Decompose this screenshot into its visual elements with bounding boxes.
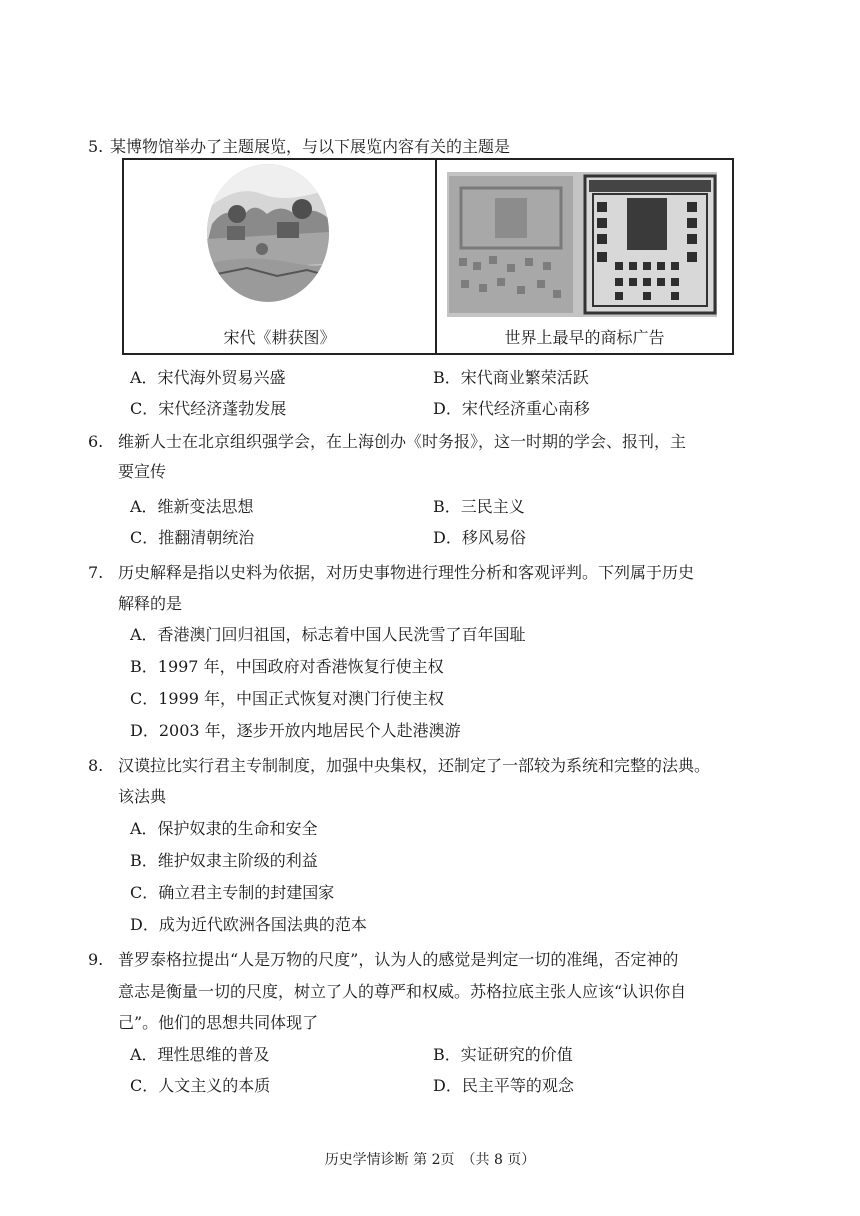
question-9-stem-line1: 普罗泰格拉提出“人是万物的尺度”，认为人的感觉是判定一切的准绳，否定神的 — [118, 950, 679, 969]
q9-option-a: A．理性思维的普及 — [130, 1045, 270, 1064]
q7-option-b: B．1997 年，中国政府对香港恢复行使主权 — [130, 657, 444, 676]
question-7-stem-line1: 历史解释是指以史料为依据，对历史事物进行理性分析和客观评判。下列属于历史 — [118, 563, 695, 582]
q9-option-c: C．人文主义的本质 — [130, 1076, 271, 1095]
gengguo-painting-image — [207, 164, 329, 302]
figure-left-caption: 宋代《耕获图》 — [223, 328, 336, 347]
question-6-number: 6. — [88, 432, 104, 451]
q8-option-b: B．维护奴隶主阶级的利益 — [130, 851, 318, 870]
q6-option-c: C．推翻清朝统治 — [130, 528, 255, 547]
q8-option-c: C．确立君主专制的封建国家 — [130, 883, 335, 902]
q9-option-d: D．民主平等的观念 — [433, 1076, 574, 1095]
q5-option-b: B．宋代商业繁荣活跃 — [433, 368, 589, 387]
q5-option-a: A．宋代海外贸易兴盛 — [130, 368, 286, 387]
q7-option-c: C．1999 年，中国正式恢复对澳门行使主权 — [130, 689, 445, 708]
question-9-number: 9. — [88, 950, 104, 969]
question-8-number: 8. — [88, 756, 104, 775]
question-6-stem-line1: 维新人士在北京组织强学会，在上海创办《时务报》，这一时期的学会、报刊，主 — [118, 432, 687, 451]
q9-option-b: B．实证研究的价值 — [433, 1045, 573, 1064]
question-9-stem-line3: 己”。他们的思想共同体现了 — [118, 1013, 319, 1032]
question-5-number: 5. — [88, 137, 104, 156]
question-6-stem-line2: 要宣传 — [118, 462, 167, 481]
q6-option-d: D．移风易俗 — [433, 528, 526, 547]
question-5-stem: 某博物馆举办了主题展览，与以下展览内容有关的主题是 — [110, 137, 511, 156]
question-9-stem-line2: 意志是衡量一切的尺度，树立了人的尊严和权威。苏格拉底主张人应该“认识你自 — [118, 982, 687, 1001]
q6-option-a: A．维新变法思想 — [130, 497, 254, 516]
question-7-number: 7. — [88, 563, 104, 582]
trademark-advertisement-image — [447, 172, 717, 317]
question-8-stem-line1: 汉谟拉比实行君主专制制度，加强中央集权，还制定了一部较为系统和完整的法典。 — [118, 756, 711, 775]
q8-option-d: D．成为近代欧洲各国法典的范本 — [130, 915, 367, 934]
q5-option-c: C．宋代经济蓬勃发展 — [130, 399, 287, 418]
question-8-stem-line2: 该法典 — [118, 787, 167, 806]
figure-left-cell — [124, 160, 435, 353]
q5-option-d: D．宋代经济重心南移 — [433, 399, 590, 418]
q6-option-b: B．三民主义 — [433, 497, 525, 516]
q8-option-a: A．保护奴隶的生命和安全 — [130, 819, 318, 838]
page-footer: 历史学情诊断 第 2页 （共 8 页） — [324, 1152, 536, 1168]
q7-option-d: D．2003 年，逐步开放内地居民个人赴港澳游 — [130, 721, 461, 740]
q7-option-a: A．香港澳门回归祖国，标志着中国人民洗雪了百年国耻 — [130, 625, 526, 644]
figure-right-caption: 世界上最早的商标广告 — [504, 328, 665, 347]
question-5-figure-table — [122, 158, 734, 355]
figure-right-cell — [437, 160, 732, 353]
question-7-stem-line2: 解释的是 — [118, 594, 183, 613]
